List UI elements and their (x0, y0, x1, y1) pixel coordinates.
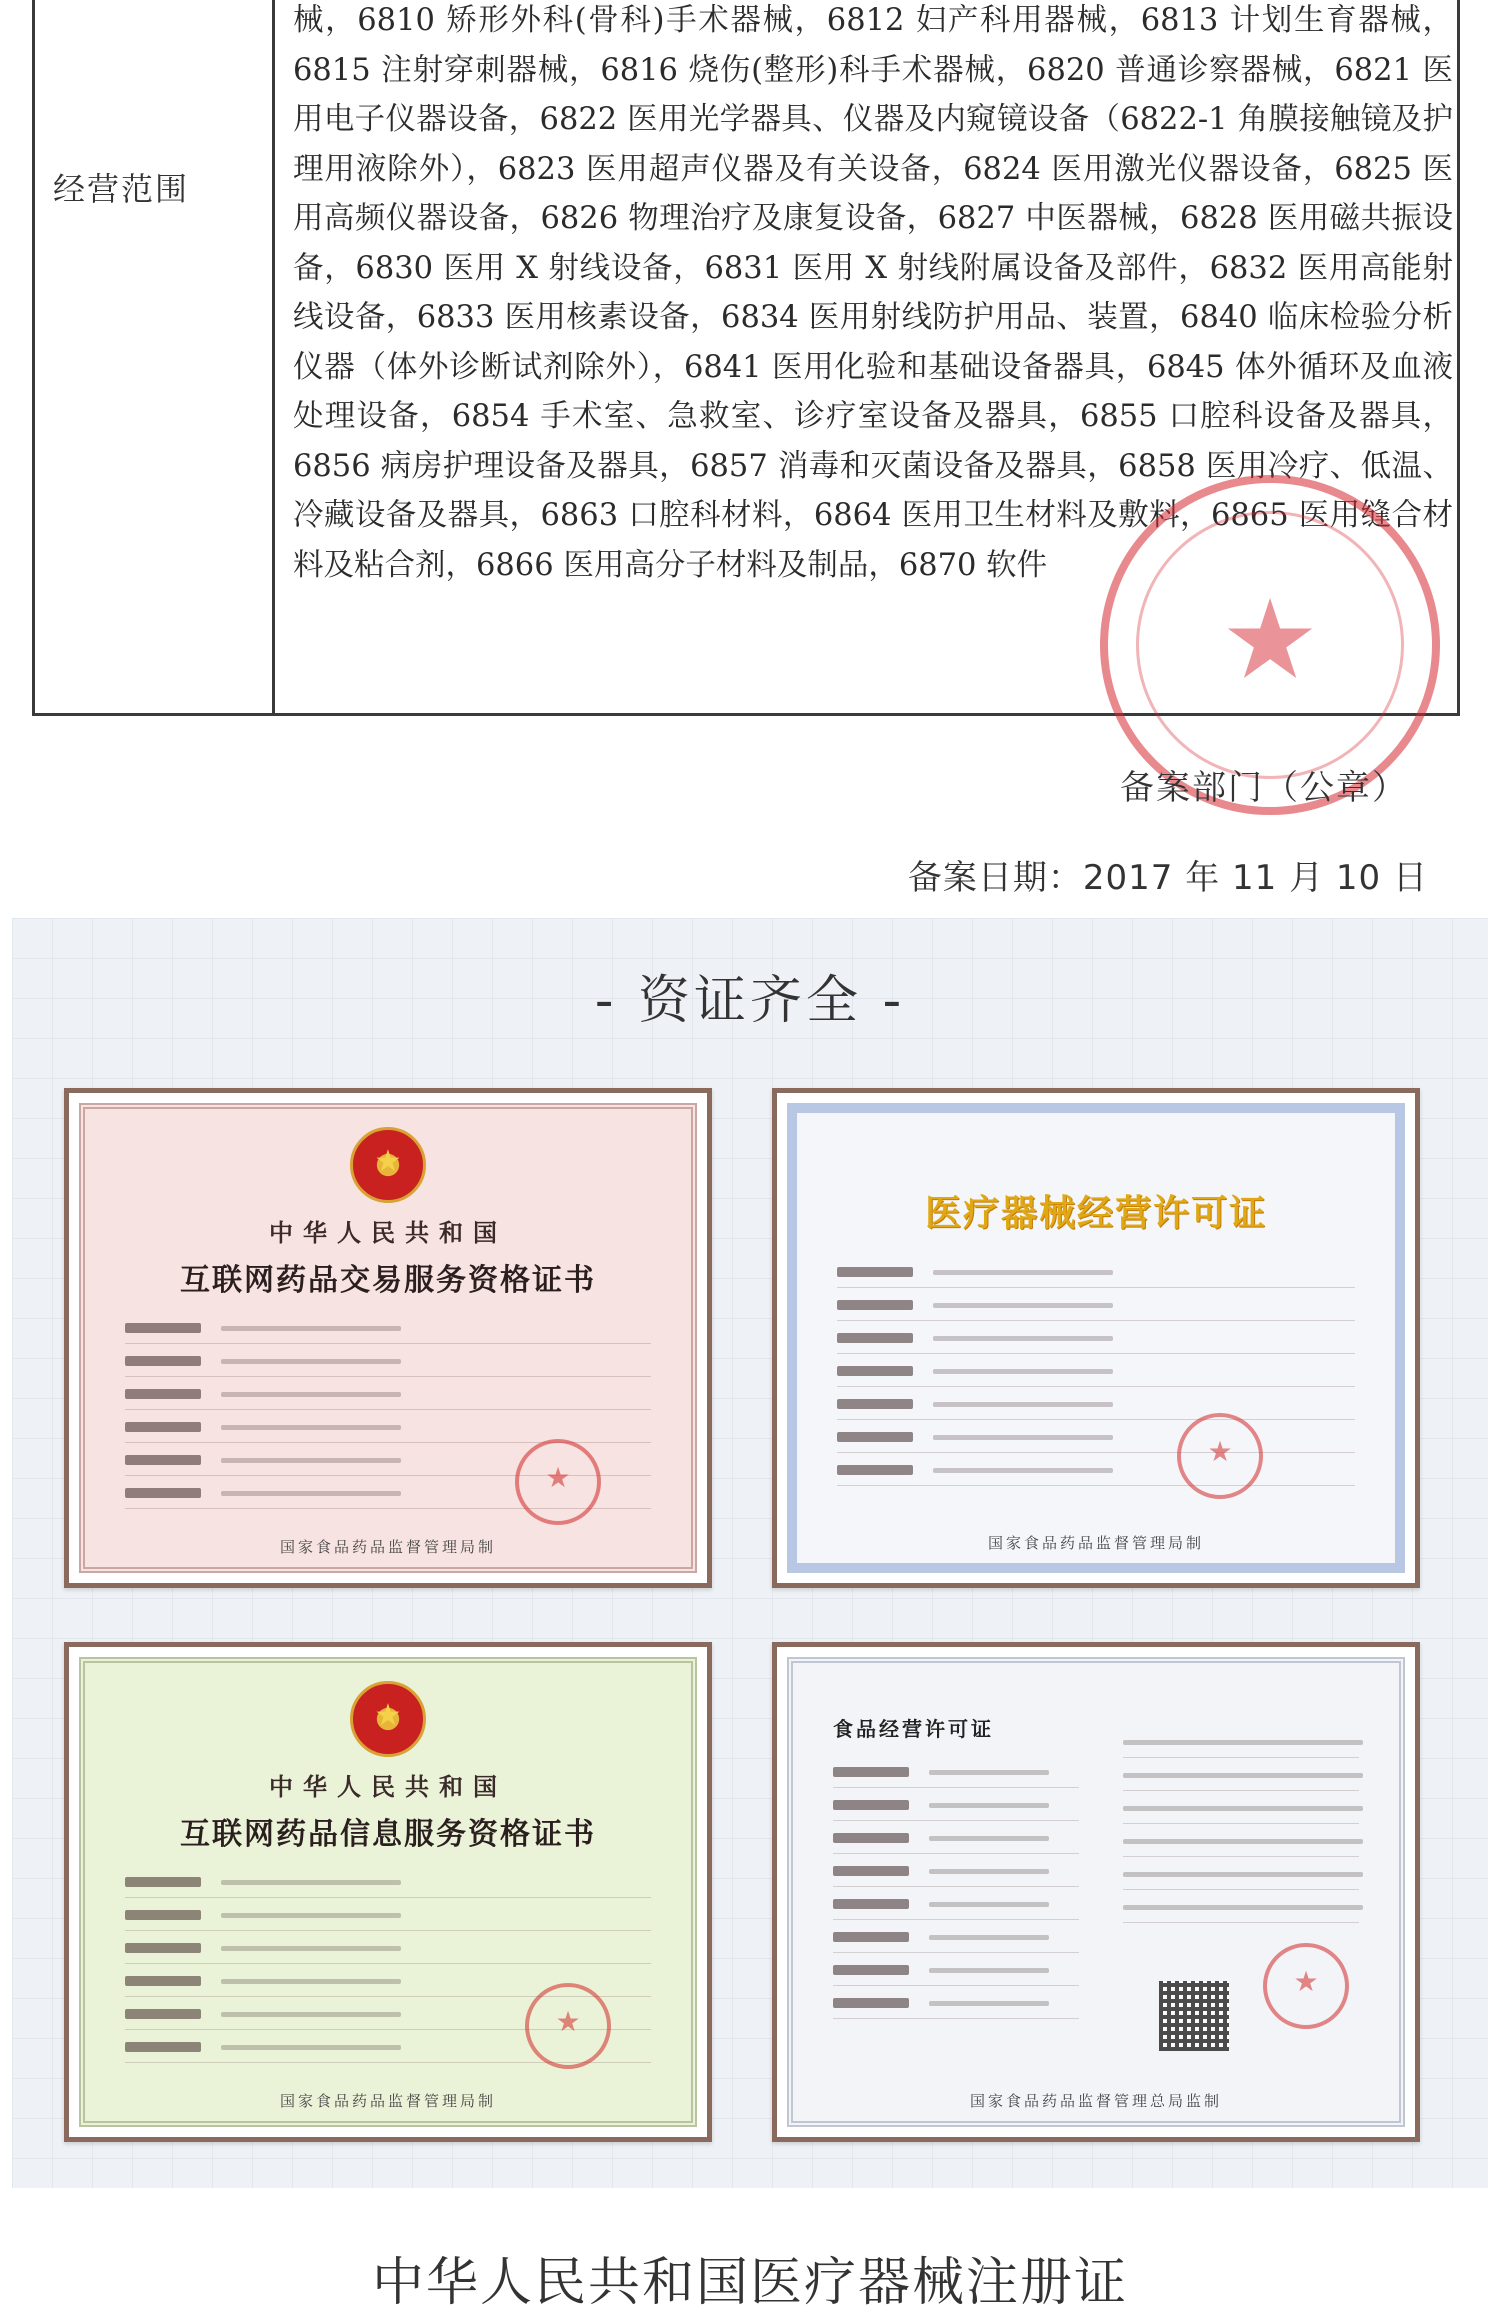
cert-footer: 国家食品药品监督管理局制 (987, 1534, 1204, 1552)
cert-fields (833, 1763, 1079, 2027)
cert-country: 中华人民共和国 (269, 1772, 507, 1801)
national-emblem-icon (350, 1127, 426, 1203)
cert-seal-icon (515, 1439, 601, 1525)
section-title: - 资证齐全 - (594, 971, 906, 1031)
cert-country: 中华人民共和国 (269, 1218, 507, 1247)
national-emblem-icon (350, 1681, 426, 1757)
cert-seal-icon (1263, 1943, 1349, 2029)
certificate-medical-device-license (772, 1088, 1420, 1588)
official-seal-icon: ★ (1100, 475, 1440, 815)
cert-title: 医疗器械经营许可证 (924, 1193, 1267, 1234)
cert-fields (837, 1263, 1355, 1494)
cert-seal-icon (525, 1983, 611, 2069)
certificate-internet-drug-info (64, 1642, 712, 2142)
cert-notes (1123, 1733, 1359, 1931)
cert-title: 互联网药品信息服务资格证书 (180, 1817, 596, 1852)
certificate-internet-drug-trade (64, 1088, 712, 1588)
qr-code-icon (1159, 1981, 1229, 2051)
scope-label: 经营范围 (53, 170, 190, 208)
cert-title: 互联网药品交易服务资格证书 (180, 1263, 596, 1298)
cert-footer: 国家食品药品监督管理局制 (279, 2092, 496, 2110)
cert-footer: 国家食品药品监督管理局制 (279, 1538, 496, 1556)
cert-footer: 国家食品药品监督管理总局监制 (969, 2092, 1222, 2110)
registration-cert-heading: 中华人民共和国医疗器械注册证 (371, 2253, 1128, 2313)
scope-text: 械，6810 矫形外科(骨科)手术器械，6812 妇产科用器械，6813 计划生育器械，6815 注射穿刺器械，6816 烧伤(整形)科手术器械，6820 普通诊察器械，6821 医用电子仪器设备，6822 医用光学器具、仪器及内窥镜设备（6822-1 角膜接触镜及护理用液除外），6823 医用超声仪器及有关设备，6824 医用激光仪器设备，6825 医用高频仪器设备，6826 物理治疗及康复设备，6827 中医器械，6828 医用磁共振设备，6830 医用 X 射线设备，6831 医用 X 射线附属设备及部件，6832 医用高能射线设备，6833 医用核素设备，6834 医用射线防护用品、装置，6840 临床检验分析仪器（体外诊断试剂除外），6841 医用化验和基础设备器具，6845 体外循环及血液处理设备，6854 手术室、急救室、诊疗室设备及器具，6855 口腔科设备及器具，6856 病房护理设备及器具，6857 消毒和灭菌设备及器具，6858 医用冷疗、低温、冷藏设备及器具，6863 口腔科材料，6864 医用卫生材料及敷料，6865 医用缝合材料及粘合剂，6866 医用高分子材料及制品，6870 软件 (293, 3, 1453, 583)
scope-label-cell (35, 0, 275, 713)
filing-date: 备案日期：2017 年 11 月 10 日 (907, 858, 1428, 898)
cert-seal-icon (1177, 1413, 1263, 1499)
certificates-panel (12, 918, 1488, 2188)
filing-department: 备案部门（公章） (1120, 768, 1408, 808)
certificate-food-business-license (772, 1642, 1420, 2142)
cert-title: 食品经营许可证 (833, 1717, 994, 1741)
